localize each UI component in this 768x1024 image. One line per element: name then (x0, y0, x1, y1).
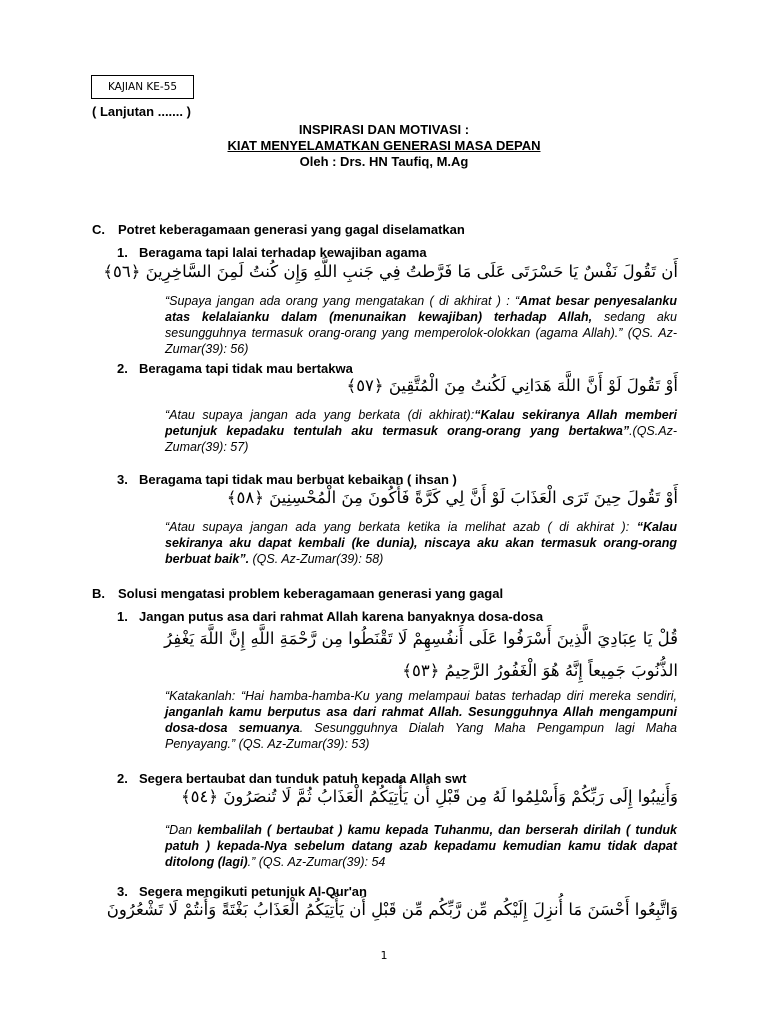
verse-translation: “Supaya jangan ada orang yang mengatakan ( di akhirat ) : “Amat besar penyesalanku atas kelalaianku dalam (menunaikan kewajiban) terhadap Allah, sedang aku sesungguhnya termasuk orang-orang yang memperolok-olokkan (agama Allah).” (QS. Az-Zumar(39): 56) (165, 294, 677, 356)
arabic-verse: قُلْ يَا عِبَادِيَ الَّذِينَ أَسْرَفُوا عَلَى أَنفُسِهِمْ لَا تَقْنَطُوا مِن رَّحْمَةِ اللَّهِ إِنَّ اللَّهَ يَغْفِرُ الذُّنُوبَ جَمِيعاً إِنَّهُ هُوَ الْغَفُورُ الرَّحِيمُ ﴿٥٣﴾ (164, 629, 678, 680)
item-number: 2. (117, 361, 128, 376)
section-label: C. (92, 222, 105, 237)
arabic-verse: أَن تَقُولَ نَفْسٌ يَا حَسْرَتَى عَلَى مَا فَرَّطتُ فِي جَنبِ اللَّهِ وَإِن كُنتُ لَمِنَ السَّاخِرِينَ ﴿٥٦﴾ (103, 262, 678, 281)
title-line-2: KIAT MENYELAMATKAN GENERASI MASA DEPAN (227, 138, 541, 153)
author-line: Oleh : Drs. HN Taufiq, M.Ag (299, 154, 469, 169)
arabic-verse: وَاتَّبِعُوا أَحْسَنَ مَا أُنزِلَ إِلَيْكُم مِّن رَّبِّكُم مِّن قَبْلِ أَن يَأْتِيَكُمُ الْعَذَابُ بَغْتَةً وَأَنتُمْ لَا تَشْعُرُونَ (106, 900, 678, 919)
item-title: Segera bertaubat dan tunduk patuh kepada Allah swt (139, 771, 467, 786)
item-number: 3. (117, 472, 128, 487)
verse-translation: “Dan kembalilah ( bertaubat ) kamu kepada Tuhanmu, dan berserah dirilah ( tunduk patuh ) kepada-Nya sebelum datang azab kepadamu kemudian kamu tidak dapat ditolong (lagi).” (QS. Az-Zumar(39): 54 (165, 823, 677, 869)
section-c-item-1 (117, 245, 427, 260)
item-number: 1. (117, 245, 128, 260)
title-line-1: INSPIRASI DAN MOTIVASI : (298, 122, 470, 137)
item-title: Jangan putus asa dari rahmat Allah karena banyaknya dosa-dosa (139, 609, 544, 624)
item-number: 2. (117, 771, 128, 786)
section-c-heading (92, 222, 465, 237)
page-number: 1 (380, 949, 388, 962)
section-c-item-2 (117, 361, 353, 376)
section-b-item-3 (117, 884, 367, 899)
arabic-verse: وَأَنِيبُوا إِلَى رَبِّكُمْ وَأَسْلِمُوا لَهُ مِن قَبْلِ أَن يَأْتِيَكُمُ الْعَذَابُ ثُمَّ لَا تُنصَرُونَ ﴿٥٤﴾ (181, 787, 678, 806)
section-c-item-3 (117, 472, 457, 487)
verse-translation: “Katakanlah: “Hai hamba-hamba-Ku yang melampaui batas terhadap diri mereka sendiri, janganlah kamu berputus asa dari rahmat Allah. Sesungguhnya Allah mengampuni dosa-dosa semuanya. Sesungguhnya Dialah Yang Maha Pengampun lagi Maha Penyayang.” (QS. Az-Zumar(39): 53) (165, 689, 677, 751)
section-b-heading (92, 586, 503, 601)
section-b-item-2 (117, 771, 466, 786)
verse-translation: “Atau supaya jangan ada yang berkata (di akhirat):“Kalau sekiranya Allah memberi petunjuk kepadaku tentulah aku termasuk orang-orang yang bertakwa”.(QS.Az-Zumar(39): 57) (165, 408, 677, 454)
arabic-verse: أَوْ تَقُولَ لَوْ أَنَّ اللَّهَ هَدَانِي لَكُنتُ مِنَ الْمُتَّقِينَ ﴿٥٧﴾ (346, 376, 678, 395)
lesson-number-box (91, 75, 194, 99)
section-title: Potret keberagamaan generasi yang gagal diselamatkan (118, 222, 465, 237)
item-number: 1. (117, 609, 128, 624)
section-b-item-1 (117, 609, 543, 624)
item-title: Segera mengikuti petunjuk Al-Qur'an (139, 884, 367, 899)
verse-translation: “Atau supaya jangan ada yang berkata ketika ia melihat azab ( di akhirat ): “Kalau sekiranya aku dapat kembali (ke dunia), niscaya aku akan termasuk orang-orang berbuat baik”. (QS. Az-Zumar(39): 58) (165, 520, 677, 566)
section-label: B. (92, 586, 105, 601)
section-title: Solusi mengatasi problem keberagamaan generasi yang gagal (118, 586, 504, 601)
item-title: Beragama tapi tidak mau bertakwa (139, 361, 353, 376)
arabic-verse: أَوْ تَقُولَ حِينَ تَرَى الْعَذَابَ لَوْ أَنَّ لِي كَرَّةً فَأَكُونَ مِنَ الْمُحْسِنِينَ ﴿٥٨﴾ (226, 488, 678, 507)
item-title: Beragama tapi tidak mau berbuat kebaikan ( ihsan ) (139, 472, 457, 487)
lesson-number-label: KAJIAN KE-55 (107, 81, 178, 93)
item-title: Beragama tapi lalai terhadap kewajiban agama (139, 245, 427, 260)
item-number: 3. (117, 884, 128, 899)
continuation-note: ( Lanjutan ....... ) (92, 104, 191, 119)
